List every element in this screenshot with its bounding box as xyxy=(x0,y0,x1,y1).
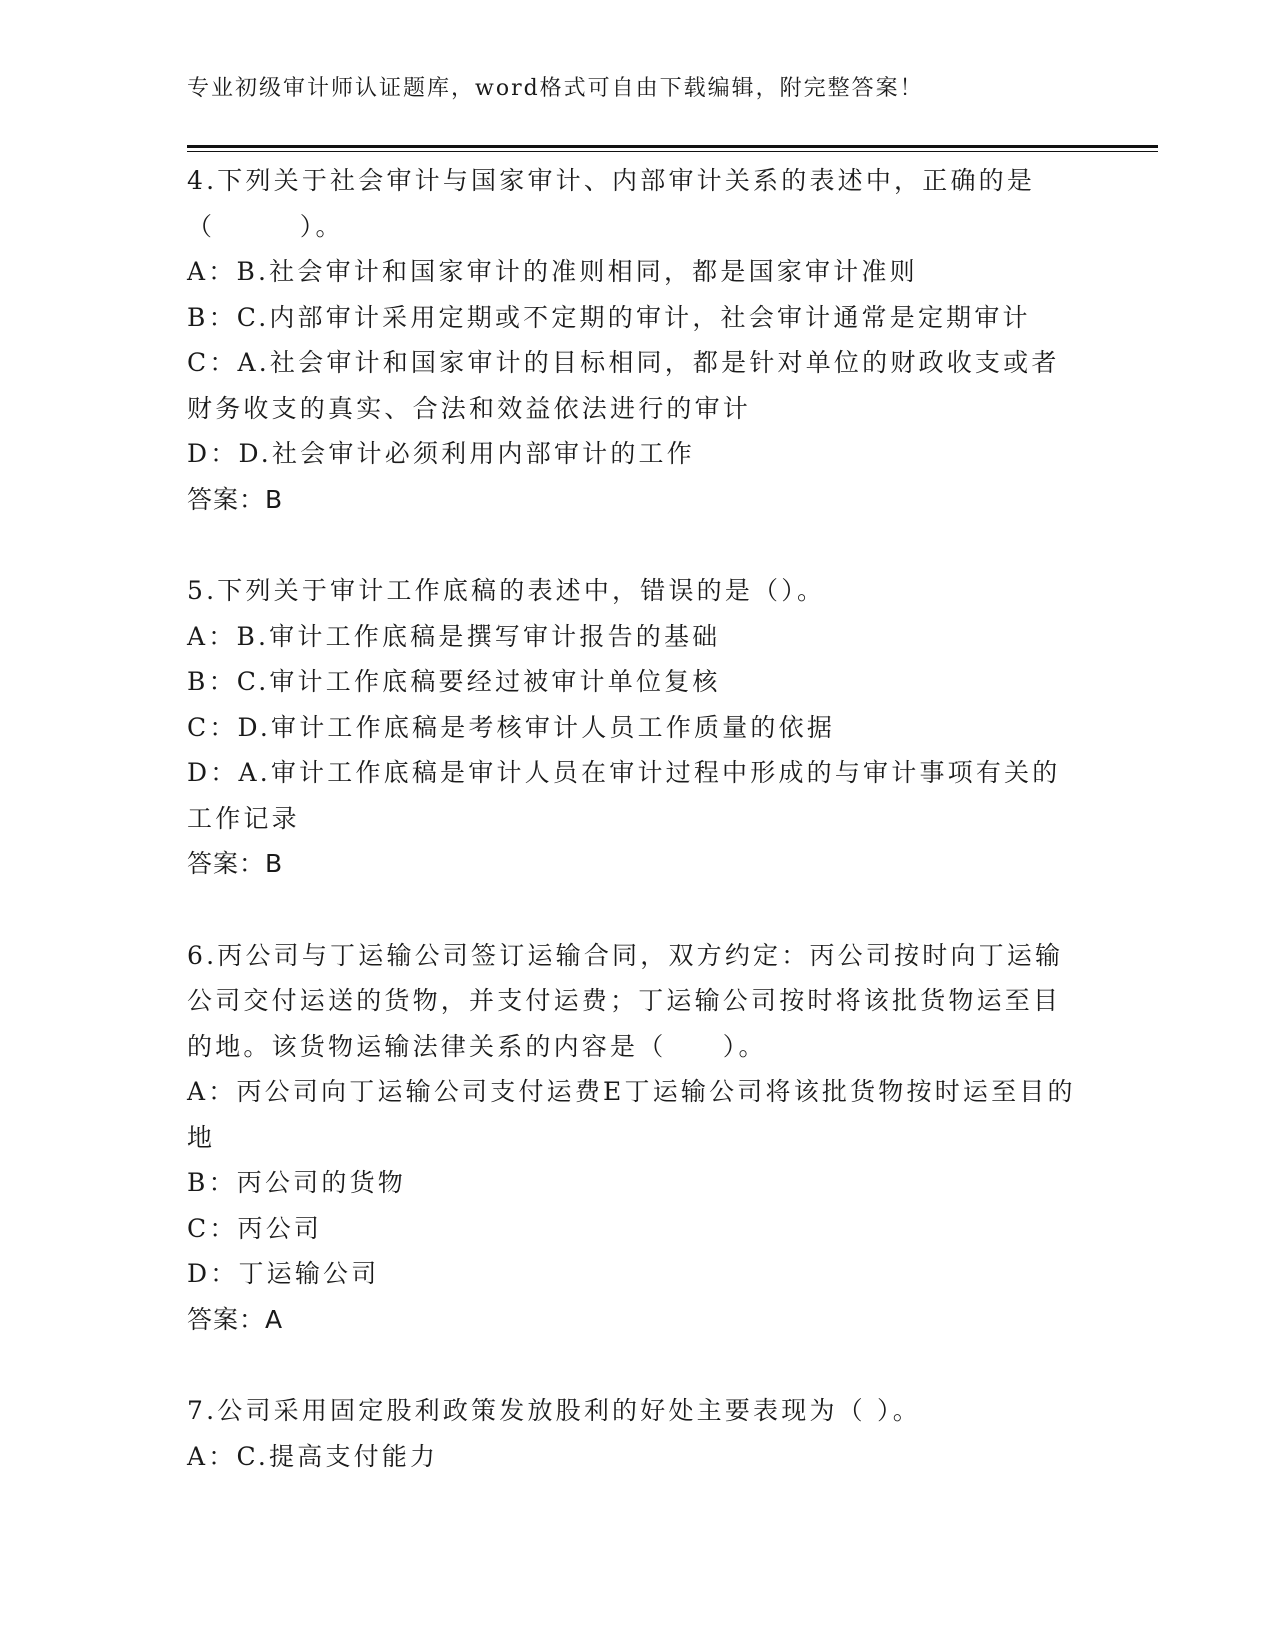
question-7 xyxy=(187,1388,1087,1479)
option-a: A：B.审计工作底稿是撰写审计报告的基础 xyxy=(187,621,721,651)
option-b: B：C.审计工作底稿要经过被审计单位复核 xyxy=(187,667,721,696)
option-c: C：丙公司 xyxy=(187,1213,323,1243)
question-4 xyxy=(187,158,1087,522)
option-a: A：C.提高支付能力 xyxy=(187,1441,439,1471)
option-d: D：丁运输公司 xyxy=(187,1259,380,1288)
option-d: D：A.审计工作底稿是审计人员在审计过程中形成的与审计事项有关的工作记录 xyxy=(187,758,1061,833)
answer: 答案：A xyxy=(187,1304,284,1334)
page-header: 专业初级审计师认证题库，word格式可自由下载编辑，附完整答案！ xyxy=(187,76,924,101)
question-stem: 5.下列关于审计工作底稿的表述中，错误的是（）。 xyxy=(187,576,826,605)
question-stem: 4.下列关于社会审计与国家审计、内部审计关系的表述中，正确的是（ ）。 xyxy=(187,166,1036,241)
option-a: A：B.社会审计和国家审计的准则相同，都是国家审计准则 xyxy=(187,257,918,286)
answer: 答案：B xyxy=(187,484,284,514)
option-a: A：丙公司向丁运输公司支付运费E丁运输公司将该批货物按时运至目的地 xyxy=(187,1077,1076,1152)
option-b: B：丙公司的货物 xyxy=(187,1168,406,1197)
question-5 xyxy=(187,568,1087,887)
question-list xyxy=(187,158,1087,1525)
option-b: B：C.内部审计采用定期或不定期的审计，社会审计通常是定期审计 xyxy=(187,302,1031,332)
header-rule-thin xyxy=(187,151,1158,152)
option-c: C：A.社会审计和国家审计的目标相同，都是针对单位的财政收支或者财务收支的真实、合法和效益依法进行的审计 xyxy=(187,348,1060,423)
header-rule-thick xyxy=(187,145,1158,148)
question-stem: 7.公司采用固定股利政策发放股利的好处主要表现为（ ）。 xyxy=(187,1396,921,1425)
option-c: C：D.审计工作底稿是考核审计人员工作质量的依据 xyxy=(187,712,836,742)
option-d: D：D.社会审计必须利用内部审计的工作 xyxy=(187,439,695,468)
question-6 xyxy=(187,933,1087,1343)
answer: 答案：B xyxy=(187,849,284,878)
question-stem: 6.丙公司与丁运输公司签订运输合同，双方约定：丙公司按时向丁运输公司交付运送的货物，并支付运费；丁运输公司按时将该批货物运至目的地。该货物运输法律关系的内容是（ ）。 xyxy=(187,940,1064,1061)
